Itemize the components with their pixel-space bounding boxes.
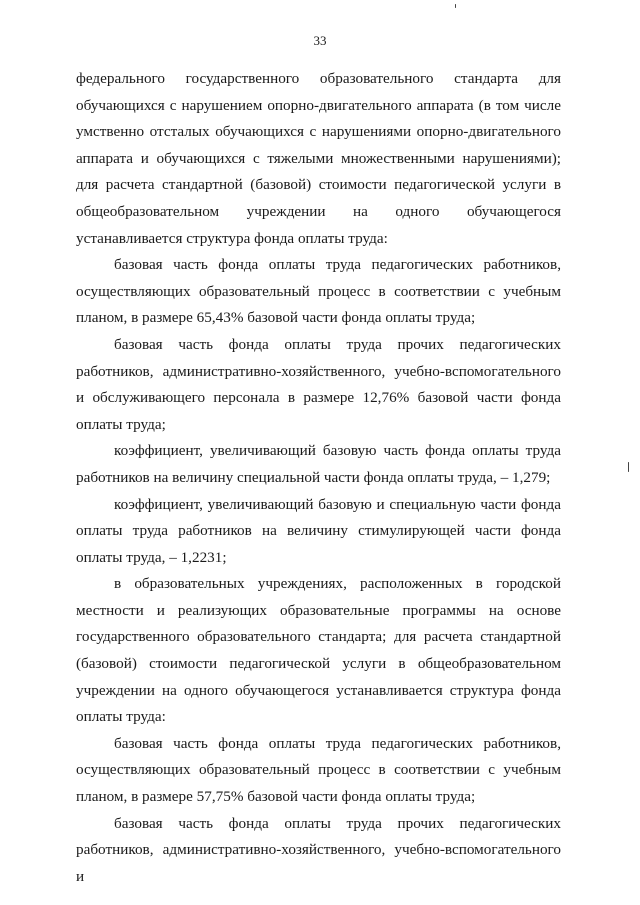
scan-speck-right <box>628 462 629 472</box>
paragraph-urban-institutions: в образовательных учреждениях, расположенных в городской местности и реализующих образовательные программы на основе государственного образовательного стандарта; для расчета стандартной (базовой) стоимости педагогической услуги в общеобразовательном учреждении на одного обучающегося устанавливается структура фонда оплаты труда: <box>76 575 561 726</box>
paragraph-base-part-other-staff-2: базовая часть фонда оплаты труда прочих педагогических работников, административно-хозяйственного, учебно-вспомогательного и <box>76 814 561 885</box>
paragraph-continuation: федерального государственного образовательного стандарта для обучающихся с нарушением опорно-двигательного аппарата (в том числе умственно отсталых обучающихся с нарушениями опорно-двигательного аппарата и обучающихся с тяжелыми множественными нарушениями); для расчета стандартной (базовой) стоимости педагогической услуги в общеобразовательном учреждении на одного обучающегося устанавливается структура фонда оплаты труда: <box>76 70 561 247</box>
scan-speck-top <box>455 4 456 8</box>
paragraph-coefficient-stimulating: коэффициент, увеличивающий базовую и специальную части фонда оплаты труда работников на величину стимулирующей части фонда оплаты труда, – 1,2231; <box>76 495 561 566</box>
paragraph-coefficient-special: коэффициент, увеличивающий базовую часть фонда оплаты труда работников на величину специальной части фонда оплаты труда, – 1,279; <box>76 442 561 486</box>
paragraph-base-part-other-staff-1: базовая часть фонда оплаты труда прочих педагогических работников, административно-хозяйственного, учебно-вспомогательного и обслуживающего персонала в размере 12,76% базовой части фонда оплаты труда; <box>76 335 561 433</box>
paragraph-base-part-teachers-1: базовая часть фонда оплаты труда педагогических работников, осуществляющих образовательный процесс в соответствии с учебным планом, в размере 65,43% базовой части фонда оплаты труда; <box>76 256 561 327</box>
paragraph-base-part-teachers-2: базовая часть фонда оплаты труда педагогических работников, осуществляющих образовательный процесс в соответствии с учебным планом, в размере 57,75% базовой части фонда оплаты труда; <box>76 734 561 806</box>
page-number: 33 <box>313 33 327 48</box>
document-body <box>76 66 561 890</box>
